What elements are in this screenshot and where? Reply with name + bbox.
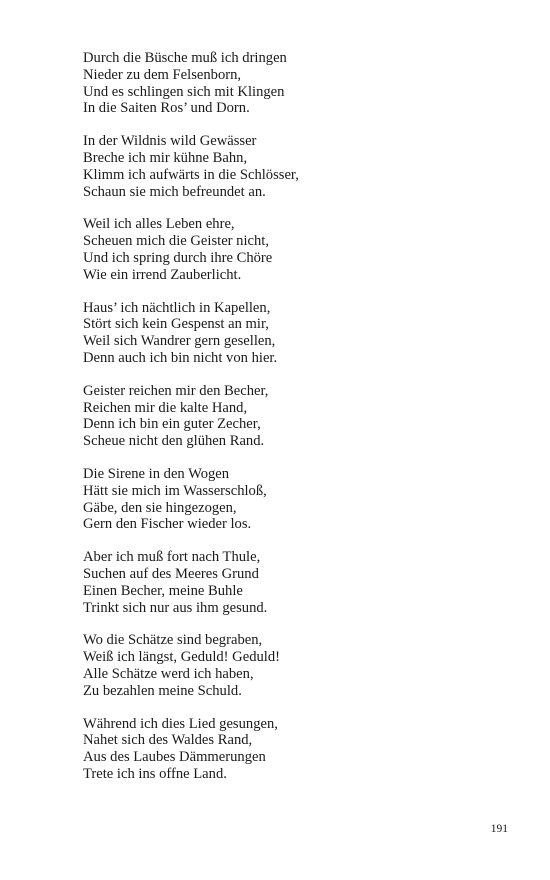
stanza-7 bbox=[83, 549, 503, 616]
poem-line: Schaun sie mich befreundet an. bbox=[83, 183, 266, 200]
poem-line: Scheue nicht den glühen Rand. bbox=[83, 433, 265, 450]
poem-line: Und es schlingen sich mit Klingen bbox=[83, 83, 285, 100]
poem-line: Denn auch ich bin nicht von hier. bbox=[83, 349, 278, 366]
poem-line: Weil ich alles Leben ehre, bbox=[83, 216, 235, 233]
stanza-2 bbox=[83, 133, 503, 200]
stanza-9 bbox=[83, 716, 503, 783]
poem-line: Nahet sich des Waldes Rand, bbox=[83, 732, 253, 749]
stanza-8 bbox=[83, 632, 503, 699]
stanza-4 bbox=[83, 300, 503, 367]
poem-line: Gern den Fischer wieder los. bbox=[83, 516, 252, 533]
poem-line: Geister reichen mir den Becher, bbox=[83, 382, 269, 399]
poem-line: Denn ich bin ein guter Zecher, bbox=[83, 416, 261, 433]
poem-line: Die Sirene in den Wogen bbox=[83, 465, 230, 482]
stanza-6 bbox=[83, 466, 503, 533]
poem bbox=[83, 50, 503, 799]
poem-line: Durch die Büsche muß ich dringen bbox=[83, 50, 287, 66]
poem-line: Aber ich muß fort nach Thule, bbox=[83, 549, 261, 566]
poem-line: Hätt sie mich im Wasserschloß, bbox=[83, 482, 267, 499]
poem-line: In der Wildnis wild Gewässer bbox=[83, 133, 257, 150]
stanza-3 bbox=[83, 216, 503, 283]
poem-line: Trinkt sich nur aus ihm gesund. bbox=[83, 599, 268, 616]
poem-line: Haus’ ich nächtlich in Kapellen, bbox=[83, 299, 271, 316]
stanza-5 bbox=[83, 383, 503, 450]
poem-line: Gäbe, den sie hingezogen, bbox=[83, 499, 237, 516]
poem-line: Scheuen mich die Geister nicht, bbox=[83, 233, 270, 250]
poem-line: Weil sich Wandrer gern gesellen, bbox=[83, 333, 276, 350]
poem-line: Stört sich kein Gespenst an mir, bbox=[83, 316, 269, 333]
poem-line: Reichen mir die kalte Hand, bbox=[83, 399, 248, 416]
poem-line: Aus des Laubes Dämmerungen bbox=[83, 749, 266, 766]
poem-line: Klimm ich aufwärts in die Schlösser, bbox=[83, 166, 299, 183]
poem-line: Und ich spring durch ihre Chöre bbox=[83, 249, 273, 266]
poem-line: Suchen auf des Meeres Grund bbox=[83, 565, 259, 582]
poem-line: Wo die Schätze sind begraben, bbox=[83, 632, 263, 649]
poem-line: Breche ich mir kühne Bahn, bbox=[83, 149, 248, 166]
poem-line: Alle Schätze werd ich haben, bbox=[83, 665, 254, 682]
page-number: 191 bbox=[490, 823, 508, 835]
poem-line: In die Saiten Ros’ und Dorn. bbox=[83, 100, 250, 117]
poem-line: Wie ein irrend Zauberlicht. bbox=[83, 266, 242, 283]
poem-line: Einen Becher, meine Buhle bbox=[83, 582, 243, 599]
stanza-1 bbox=[83, 50, 503, 117]
poem-line: Weiß ich längst, Geduld! Geduld! bbox=[83, 649, 281, 666]
poem-line: Trete ich ins offne Land. bbox=[83, 765, 227, 782]
poem-line: Nieder zu dem Felsenborn, bbox=[83, 66, 242, 83]
poem-line: Während ich dies Lied gesungen, bbox=[83, 715, 278, 732]
poem-line: Zu bezahlen meine Schuld. bbox=[83, 682, 242, 699]
